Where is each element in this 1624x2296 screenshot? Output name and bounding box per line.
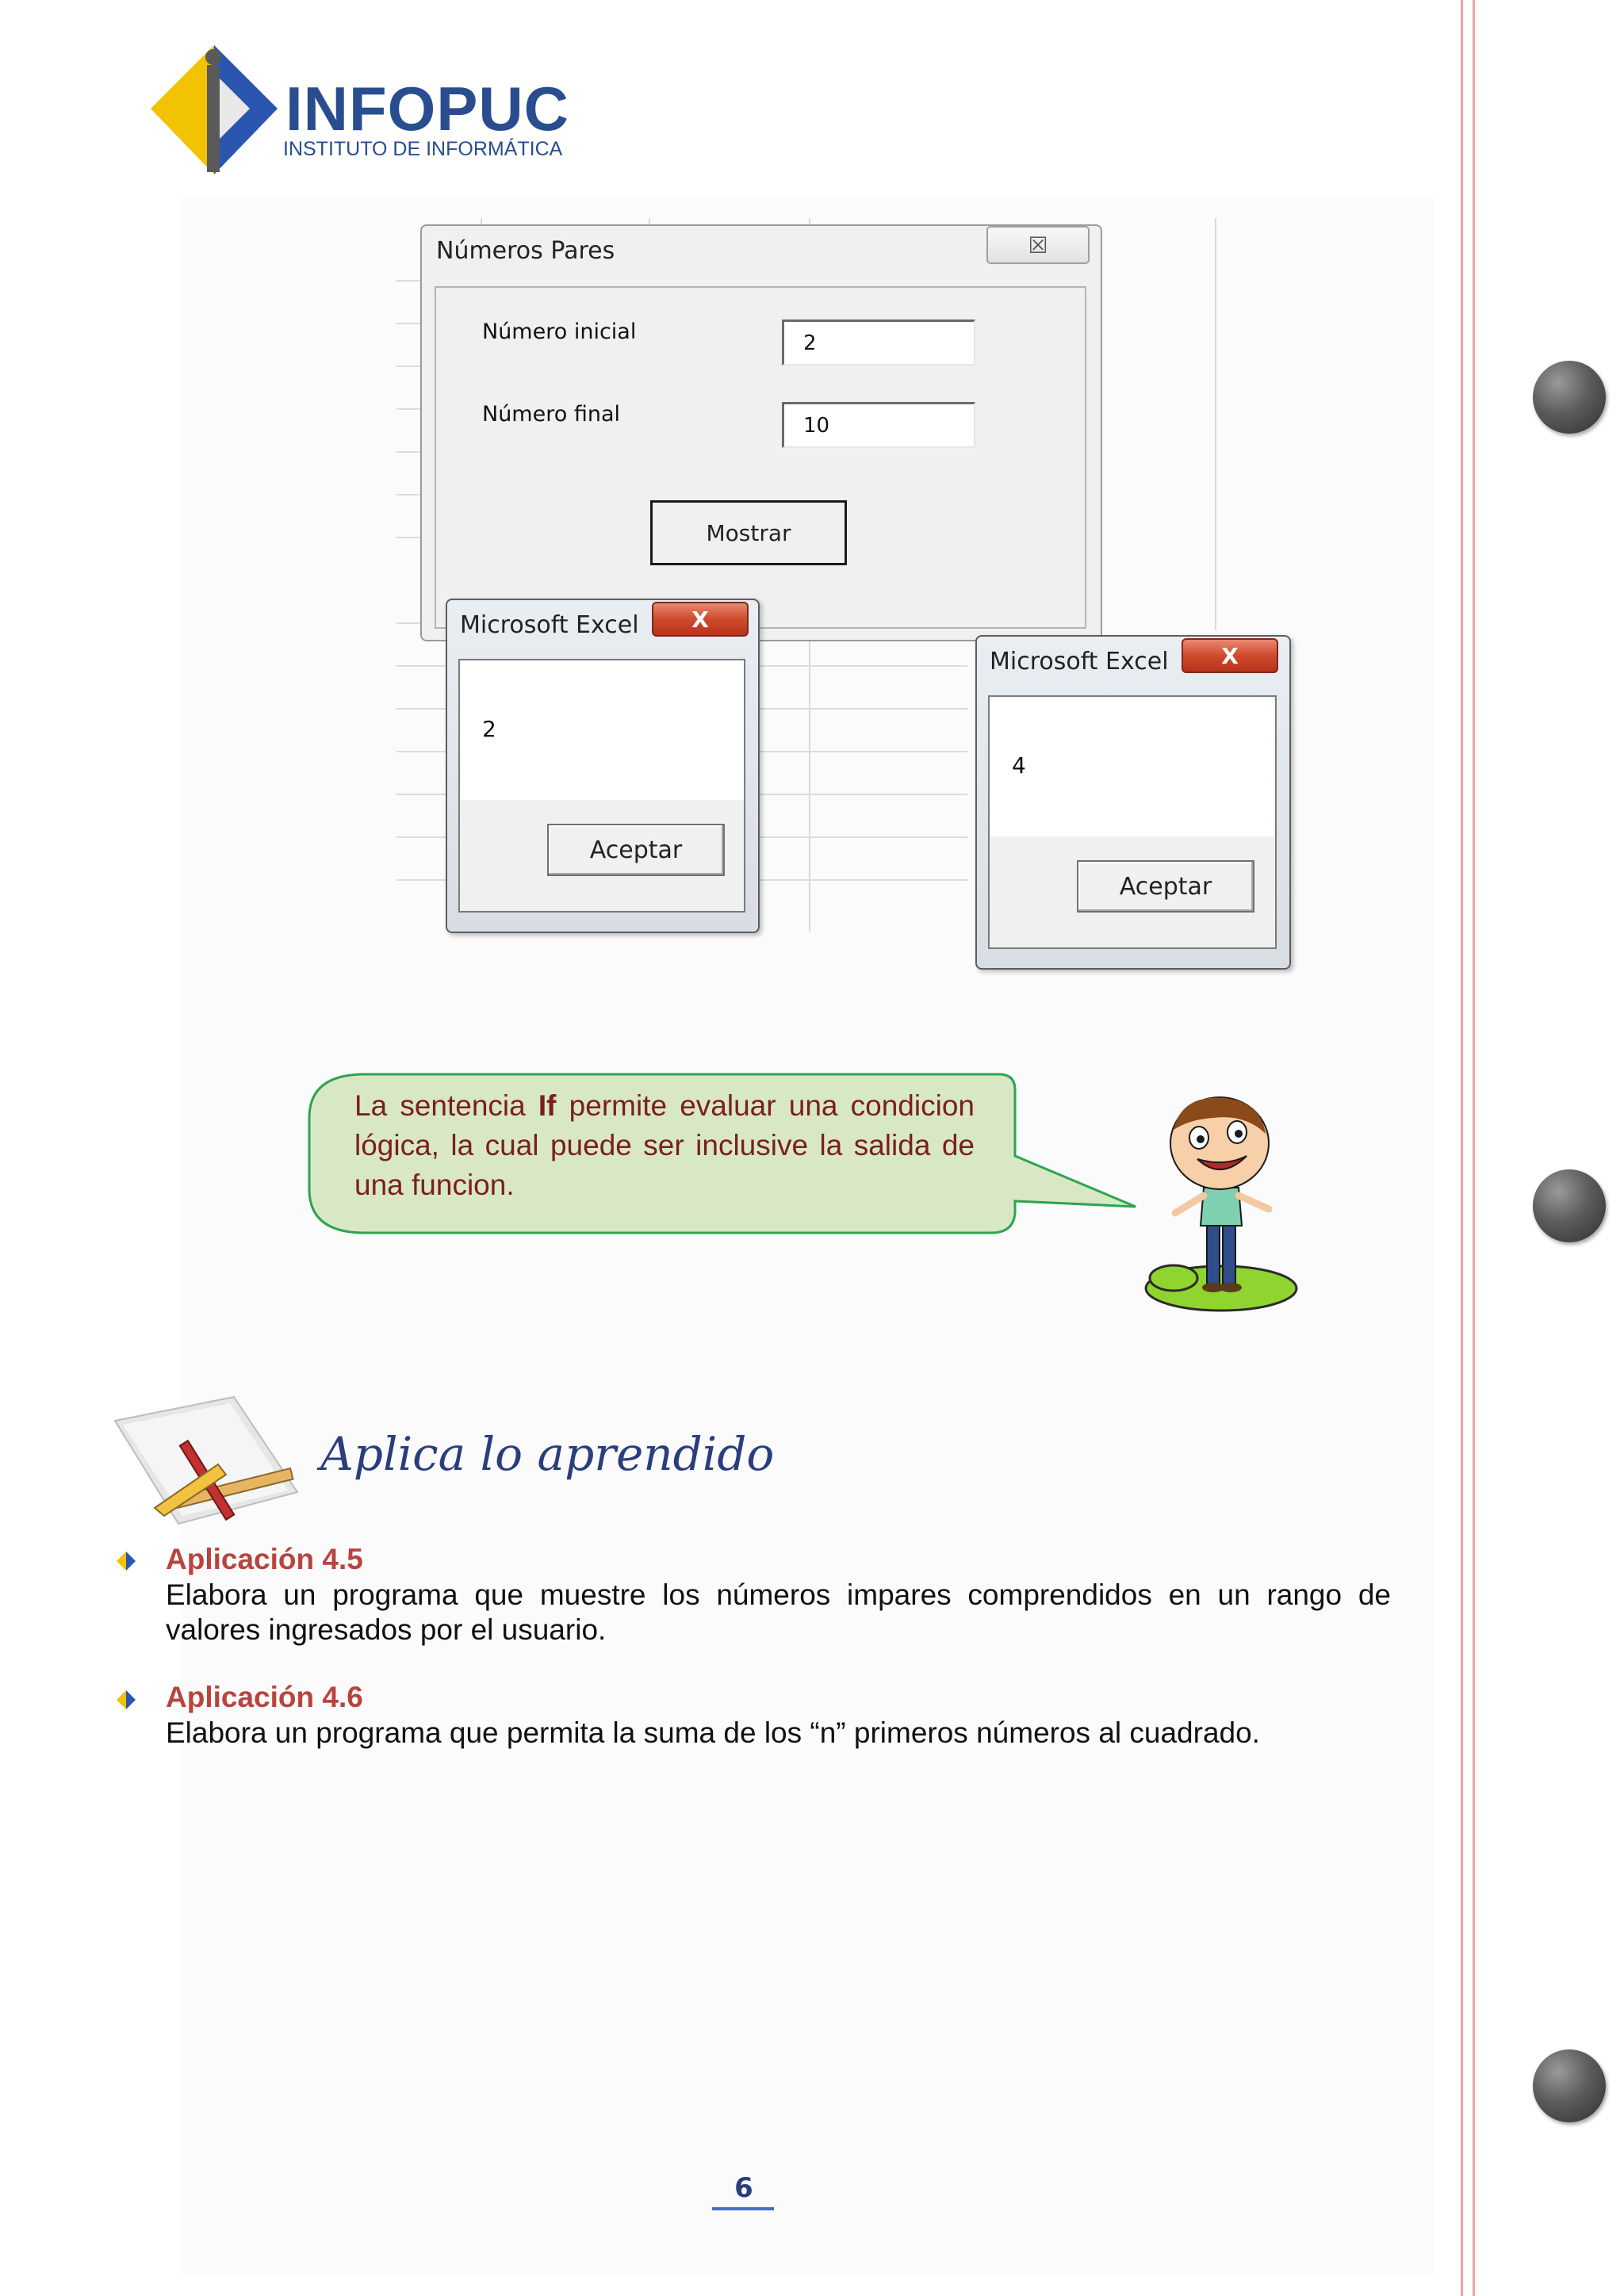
close-icon: ☒ — [1028, 232, 1048, 258]
msgbox-left-ok-button[interactable]: Aceptar — [547, 824, 725, 876]
application-4-6-body: Elabora un programa que permita la suma de los “n” primeros números al cuadrado. — [166, 1716, 1260, 1749]
form-title: Números Pares — [436, 237, 615, 265]
section-title: Aplica lo aprendido — [320, 1427, 775, 1481]
callout-text — [354, 1086, 975, 1205]
callout-keyword: If — [538, 1089, 557, 1122]
bullet-diamond-icon — [115, 1550, 137, 1572]
page-number: 6 — [734, 2172, 753, 2204]
grid-line — [396, 494, 420, 496]
infopuc-logo — [147, 41, 575, 184]
msgbox-right-body — [988, 695, 1277, 949]
start-number-label: Número inicial — [482, 320, 637, 344]
grid-line — [396, 408, 420, 410]
msgbox-left-value: 2 — [482, 716, 496, 742]
infopuc-logo-mark — [147, 41, 289, 184]
msgbox-right-ok-button[interactable]: Aceptar — [1077, 860, 1254, 913]
grid-line — [396, 280, 420, 281]
logo-name: INFOPUC — [285, 74, 569, 144]
msgbox-left-title: Microsoft Excel — [460, 611, 639, 639]
application-4-6-title: Aplicación 4.6 — [166, 1681, 363, 1713]
callout-text-before: La sentencia — [354, 1089, 538, 1122]
callout-text-after: permite evaluar una condicion lógica, la cual puede ser inclusive la salida de una funcion. — [354, 1089, 975, 1201]
msgbox-right-value: 4 — [1012, 752, 1026, 779]
form-frame — [435, 286, 1086, 629]
binder-hole-middle — [1533, 1169, 1606, 1242]
mostrar-button[interactable]: Mostrar — [650, 500, 847, 565]
margin-line-right — [1473, 0, 1475, 2296]
msgbox-left-body — [458, 659, 745, 913]
close-icon: X — [691, 606, 709, 633]
end-number-label: Número final — [482, 402, 620, 427]
msgbox-left-footer — [460, 800, 744, 911]
margin-line-left — [1461, 0, 1463, 2296]
binder-hole-bottom — [1533, 2049, 1606, 2122]
application-4-5-body: Elabora un programa que muestre los números impares comprendidos en un rango de valores ingresados por el usuario. — [166, 1578, 1391, 1646]
numeros-pares-form — [420, 224, 1102, 641]
msgbox-right-footer — [990, 836, 1275, 947]
msgbox-left-close-button[interactable] — [652, 602, 749, 637]
close-icon: X — [1221, 642, 1239, 669]
grid-line — [396, 365, 420, 367]
grid-line — [396, 323, 420, 324]
grid-line — [396, 451, 420, 453]
logo-subtitle: INSTITUTO DE INFORMÁTICA — [283, 138, 563, 160]
msgbox-right-close-button[interactable] — [1182, 638, 1278, 673]
page-number-underline — [712, 2207, 774, 2210]
grid-line — [1215, 218, 1216, 630]
bullet-diamond-icon — [115, 1689, 137, 1711]
grid-line — [396, 537, 420, 538]
drafting-tools-icon — [99, 1389, 305, 1532]
msgbox-right — [975, 635, 1291, 970]
excel-screenshot — [396, 218, 1293, 955]
form-close-button[interactable] — [986, 226, 1090, 264]
application-4-5-title: Aplicación 4.5 — [166, 1543, 363, 1575]
cartoon-boy-illustration — [1126, 1094, 1316, 1320]
msgbox-right-title: Microsoft Excel — [990, 648, 1169, 675]
msgbox-left — [446, 599, 760, 933]
binder-hole-top — [1533, 361, 1606, 434]
start-number-input[interactable]: 2 — [782, 320, 975, 365]
end-number-input[interactable]: 10 — [782, 402, 975, 448]
